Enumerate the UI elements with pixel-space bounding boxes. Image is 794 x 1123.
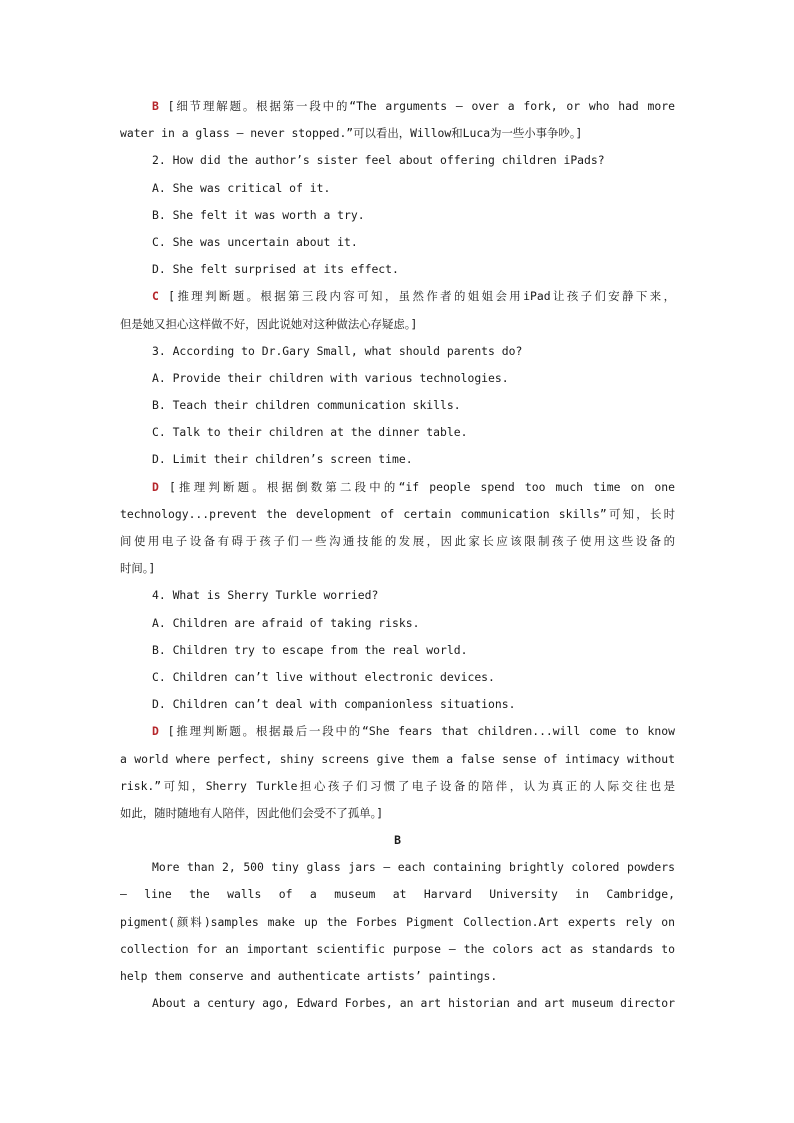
answer-letter: B [152,99,159,113]
text-line [120,881,675,908]
text-line [120,555,675,582]
answer-line [120,93,675,120]
line-text: risk.”可知，Sherry Turkle担心孩子们习惯了电子设备的陪伴，认为真正的人际交往也是 [120,778,675,793]
line-text: D. Children can’t deal with companionless situations. [152,697,516,712]
line-text: pigment(颜料)samples make up the Forbes Pigment Collection.Art experts rely on [120,914,675,929]
line-text: A. She was critical of it. [152,180,331,195]
text-line [120,963,675,990]
text-line [120,311,675,338]
line-text: 3. According to Dr.Gary Small, what should parents do? [152,343,523,358]
text-line [120,147,675,174]
text-line [120,229,675,256]
text-line [120,909,675,936]
answer-letter: D [152,724,159,739]
text-line [120,746,675,773]
line-text: 间使用电子设备有碍于孩子们一些沟通技能的发展，因此家长应该限制孩子使用这些设备的 [120,534,675,548]
text-line [120,446,675,473]
text-line [120,637,675,664]
line-text: [细节理解题。根据第一段中的“The arguments — over a fork, or who had more [158,99,675,113]
line-text: C. Children can’t live without electronic devices. [152,669,495,684]
text-line [120,256,675,283]
line-text: D. Limit their children’s screen time. [152,452,413,467]
line-text: [推理判断题。根据最后一段中的“She fears that children...will come to know [158,724,675,739]
text-line [120,610,675,637]
line-text: collection for an important scientific purpose — the colors act as standards to [120,941,675,956]
text-line [120,120,675,147]
line-text: [推理判断题。根据第三段内容可知，虽然作者的姐姐会用iPad让孩子们安静下来， [158,289,675,304]
line-text: C. Talk to their children at the dinner table. [152,425,468,440]
line-text: a world where perfect, shiny screens give them a false sense of intimacy without [120,751,675,766]
line-text: 4. What is Sherry Turkle worried? [152,588,379,603]
line-text: 2. How did the author’s sister feel about offering children iPads? [152,153,605,168]
line-text: B. Teach their children communication skills. [152,398,461,413]
answer-line [120,718,675,745]
text-line [120,202,675,229]
line-text: B. She felt it was worth a try. [152,207,365,222]
line-text: A. Provide their children with various technologies. [152,370,509,385]
line-text: B [394,833,401,848]
text-line [120,501,675,528]
text-line [120,936,675,963]
text-line [120,392,675,419]
text-line [120,419,675,446]
line-text: help them conserve and authenticate artists’ paintings. [120,969,498,983]
line-text: water in a glass — never stopped.”可以看出，Willow和Luca为一些小事争吵。] [120,126,583,141]
line-text: 时间。] [120,561,156,576]
answer-letter: D [152,479,159,494]
section-heading [120,827,675,854]
line-text: — line the walls of a museum at Harvard University in Cambridge, [120,887,675,902]
line-text: D. She felt surprised at its effect. [152,262,399,277]
line-text: More than 2, 500 tiny glass jars — each containing brightly colored powders [152,860,675,875]
text-line [120,338,675,365]
text-line [120,800,675,827]
text-line [120,175,675,202]
line-text: About a century ago, Edward Forbes, an art historian and art museum director [152,996,675,1011]
line-text: technology...prevent the development of certain communication skills”可知，长时 [120,506,675,521]
line-text: B. Children try to escape from the real world. [152,642,468,657]
answer-letter: C [152,289,159,304]
text-line [120,528,675,555]
line-text: A. Children are afraid of taking risks. [152,615,420,630]
text-line [120,664,675,691]
document-page [120,93,675,1017]
text-line [120,773,675,800]
answer-line [120,474,675,501]
line-text: 但是她又担心这样做不好，因此说她对这种做法心存疑虑。] [120,316,418,331]
text-line [120,582,675,609]
line-text: 如此，随时随地有人陪伴，因此他们会受不了孤单。] [120,805,384,820]
text-line [120,854,675,881]
text-line [120,365,675,392]
text-line [120,990,675,1017]
line-text: [推理判断题。根据倒数第二段中的“if people spend too much time on one [158,479,675,494]
line-text: C. She was uncertain about it. [152,234,358,249]
text-line [120,691,675,718]
answer-line [120,283,675,310]
